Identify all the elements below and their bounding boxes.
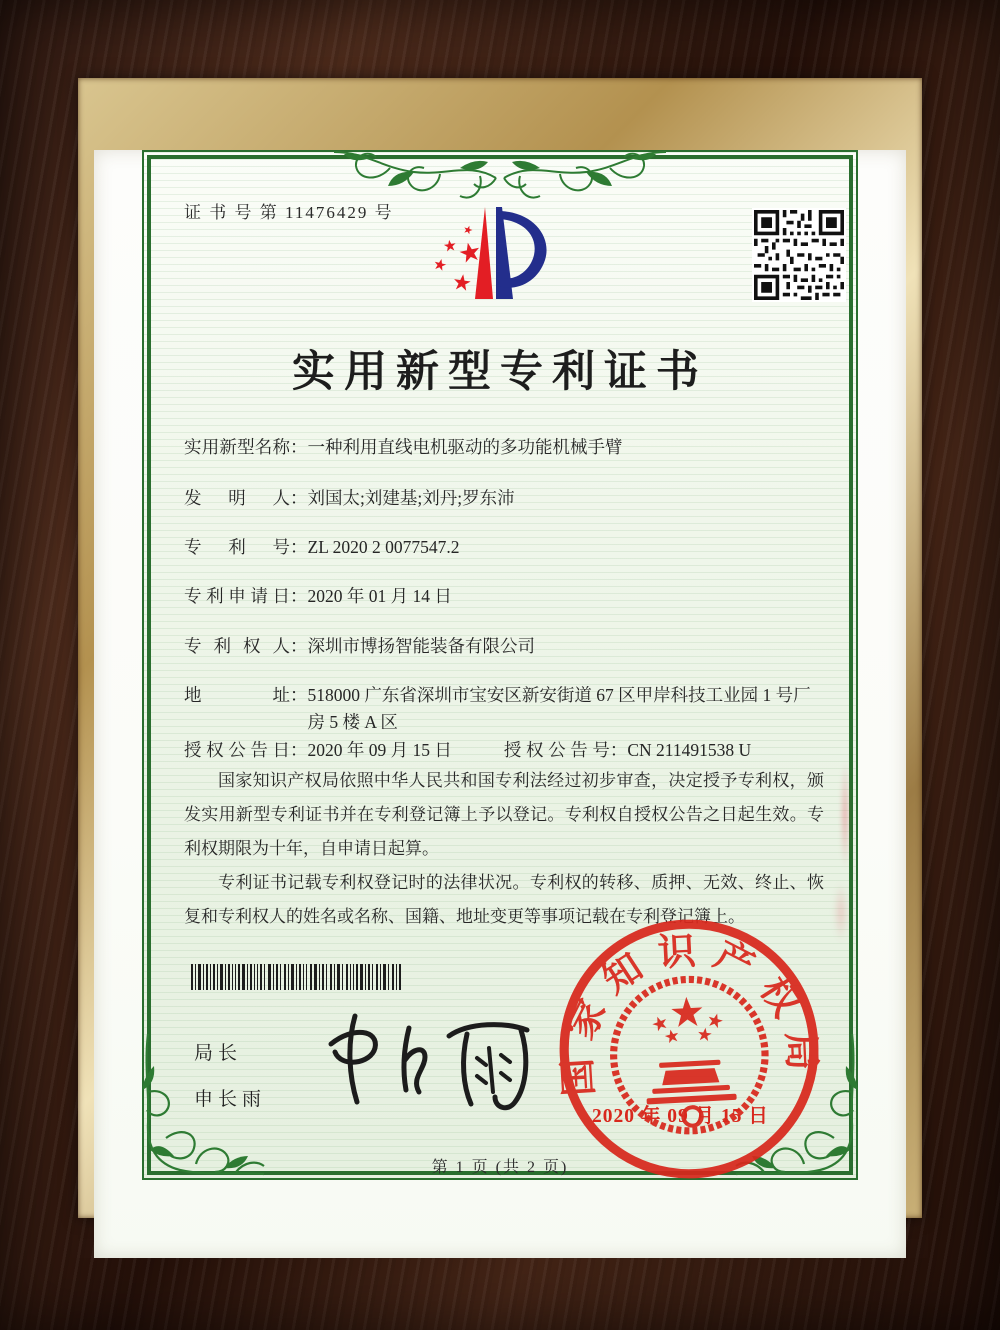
signer-name: 申长雨	[194, 1089, 267, 1110]
grant-date-value: 2020 年 09 月 15 日	[307, 740, 452, 760]
frame-gold-trim	[78, 78, 922, 1218]
legal-text	[184, 764, 824, 934]
grant-date-label: 授权公告日	[184, 740, 290, 760]
colon: ：	[290, 586, 308, 606]
colon: ：	[290, 740, 308, 760]
field-value: ZL 2020 2 0077547.2	[307, 537, 460, 557]
colon: ：	[290, 488, 308, 508]
seal-text: 国家知识产权局	[556, 929, 824, 1098]
legal-paragraph-1: 国家知识产权局依照中华人民共和国专利法经过初步审查，决定授予专利权，颁发实用新型专利证书并在专利登记簿上予以登记。专利权自授权公告之日起生效。专利权期限为十年，自申请日起算。	[184, 771, 824, 858]
field-label: 实用新型名称	[184, 437, 290, 457]
cnipa-logo-icon	[416, 194, 598, 326]
colon: ：	[290, 636, 308, 656]
barcode-icon	[190, 964, 402, 990]
field-row-inventors	[184, 485, 824, 512]
field-row-grant	[184, 737, 824, 764]
certificate-title: 实用新型专利证书	[292, 349, 708, 396]
grant-no-value: CN 211491538 U	[627, 740, 752, 760]
scan-smudge	[834, 882, 848, 942]
field-value: 518000 广东省深圳市宝安区新安街道 67 区甲岸科技工业园 1 号厂房 5 楼 A 区	[307, 685, 811, 732]
field-label: 专利权人	[184, 636, 290, 656]
field-row-patentee	[184, 633, 824, 660]
certificate-number: 证 书 号 第 11476429 号	[184, 203, 394, 222]
field-label: 专利申请日	[184, 586, 290, 606]
qr-code-icon	[752, 208, 846, 302]
field-row-address	[184, 682, 824, 736]
certificate-sheet	[142, 150, 858, 1180]
colon: ：	[290, 437, 308, 457]
seal-date: 2020 年 09 月 15 日	[592, 1106, 769, 1127]
page-footer: 第 1 页 (共 2 页)	[431, 1159, 569, 1176]
colon: ：	[609, 740, 628, 760]
field-value: 刘国太;刘建基;刘丹;罗东沛	[307, 488, 515, 508]
official-seal-icon	[549, 909, 829, 1189]
field-row-filing-date	[184, 583, 824, 610]
colon: ：	[290, 685, 308, 705]
field-label: 地址	[184, 685, 290, 705]
field-value: 一种利用直线电机驱动的多功能机械手臂	[307, 437, 623, 457]
field-value: 深圳市博扬智能装备有限公司	[307, 636, 535, 656]
grant-no-label: 授权公告号	[503, 740, 610, 760]
signer-title: 局长	[194, 1043, 243, 1064]
legal-paragraph-2: 专利证书记载专利权登记时的法律状况。专利权的转移、质押、无效、终止、恢复和专利权人的姓名或名称、国籍、地址变更等事项记载在专利登记簿上。	[184, 873, 824, 926]
signature-icon	[309, 1002, 549, 1117]
field-row-patent-no	[184, 534, 824, 561]
field-value: 2020 年 01 月 14 日	[307, 586, 452, 606]
field-row-name	[184, 434, 824, 461]
colon: ：	[290, 537, 308, 557]
scan-smudge	[840, 760, 850, 870]
field-label: 专利号	[184, 537, 290, 557]
field-label: 发明人	[184, 488, 290, 508]
certificate-paper	[94, 150, 906, 1258]
